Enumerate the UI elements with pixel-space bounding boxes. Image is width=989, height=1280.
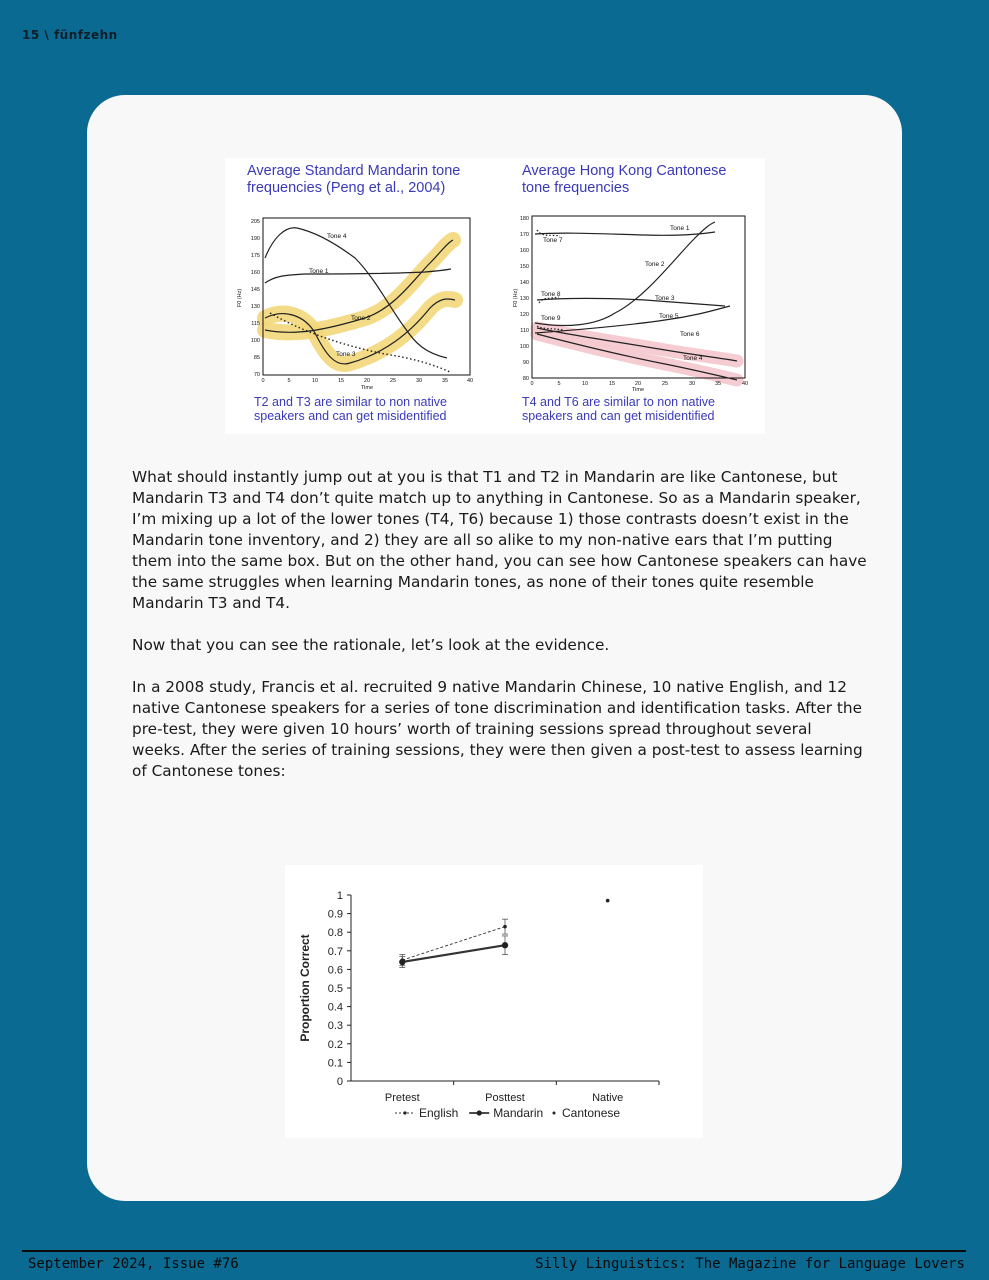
y-tick-label: 0.7 bbox=[327, 945, 343, 958]
y-tick-label: 0.6 bbox=[327, 964, 343, 977]
x-tick-label: Native bbox=[592, 1092, 624, 1104]
tick: 190 bbox=[250, 236, 260, 242]
paragraph: What should instantly jump out at you is that T1 and T2 in Mandarin are like Cantonese, but Mandarin T3 and T4 don’t quite match up to anything in Cantonese. So as a Mandarin speaker, I’m mixing up a lot of the lower tones (T4, T6) because 1) those contrasts doesn’t exist in the Mandarin tone inventory, and 2) they are all so alike to my non-native ears that I’m putting them into the same box. But on the other hand, you can see how Cantonese speakers can have the same struggles when learning Mandarin tones, as none of their tones quite resemble Mandarin T3 and T4. bbox=[132, 468, 867, 612]
tick: 80 bbox=[522, 376, 529, 382]
tick: 130 bbox=[519, 296, 529, 302]
legend-marker bbox=[477, 1110, 482, 1115]
tick: 175 bbox=[250, 253, 260, 259]
legend-label: Mandarin bbox=[493, 1106, 544, 1120]
tick: 20 bbox=[634, 381, 642, 387]
page-number: 15 \ fünfzehn bbox=[22, 28, 118, 42]
tick: 90 bbox=[522, 360, 529, 366]
footer-issue: September 2024, Issue #76 bbox=[28, 1256, 239, 1272]
y-ticks bbox=[328, 890, 351, 1088]
tick: 25 bbox=[389, 378, 397, 384]
tick: 130 bbox=[250, 304, 260, 310]
tick: 100 bbox=[250, 338, 260, 344]
y-tick-label: 0 bbox=[336, 1076, 343, 1088]
tone-label: Tone 7 bbox=[543, 237, 563, 244]
mandarin-y-label: F0 (Hz) bbox=[237, 288, 243, 308]
footer-magazine-title: Silly Linguistics: The Magazine for Language Lovers bbox=[535, 1256, 965, 1272]
data-point-english bbox=[503, 925, 507, 929]
tone-label: Tone 4 bbox=[683, 355, 703, 362]
tick: 140 bbox=[519, 280, 529, 286]
tick: 40 bbox=[741, 381, 749, 387]
tick: 10 bbox=[311, 378, 319, 384]
mandarin-figure-title: Average Standard Mandarin tone frequencies (Peng et al., 2004) bbox=[247, 163, 461, 196]
tick: 15 bbox=[608, 381, 616, 387]
mandarin-x-label: Time bbox=[360, 385, 374, 391]
tick: 180 bbox=[519, 216, 529, 222]
tick: 30 bbox=[688, 381, 696, 387]
tone-label: Tone 5 bbox=[659, 313, 679, 320]
article-card bbox=[87, 95, 902, 1201]
cantonese-tone1-line bbox=[535, 232, 715, 235]
tick: 120 bbox=[519, 312, 529, 318]
tone-label: Tone 1 bbox=[309, 268, 329, 275]
data-point-mandarin bbox=[502, 942, 508, 948]
paragraph: In a 2008 study, Francis et al. recruited 9 native Mandarin Chinese, 10 native English, and 12 native Cantonese speakers for a series of tone discrimination and identification tasks. After the pre-test, they were given 10 hours’ worth of training sessions spread throughout several weeks. After the series of training sessions, they were then given a post-test to assess learning of Cantonese tones: bbox=[132, 678, 863, 780]
x-ticks bbox=[385, 1081, 659, 1104]
tick: 150 bbox=[519, 264, 529, 270]
tick: 115 bbox=[251, 321, 260, 327]
tick: 20 bbox=[363, 378, 371, 384]
y-tick-label: 0.2 bbox=[327, 1038, 343, 1051]
tick: 70 bbox=[253, 372, 260, 378]
tick: 0 bbox=[261, 378, 265, 384]
y-tick-label: 1 bbox=[336, 890, 343, 902]
y-tick-label: 0.4 bbox=[327, 1001, 343, 1014]
series-line-mandarin bbox=[402, 945, 505, 962]
cantonese-y-label: F0 (Hz) bbox=[513, 288, 519, 308]
tick: 145 bbox=[250, 287, 260, 293]
y-tick-label: 0.5 bbox=[327, 983, 343, 995]
tick: 205 bbox=[250, 219, 260, 225]
y-axis-label: Proportion Correct bbox=[298, 934, 312, 1042]
tick: 15 bbox=[337, 378, 345, 384]
tick: 40 bbox=[466, 378, 474, 384]
tone-label: Tone 2 bbox=[351, 315, 371, 322]
tick: 170 bbox=[519, 232, 529, 238]
tone-label: Tone 2 bbox=[645, 261, 665, 268]
tick: 5 bbox=[287, 378, 291, 384]
tone-label: Tone 8 bbox=[541, 291, 561, 298]
tick: 85 bbox=[253, 355, 260, 361]
tick: 30 bbox=[415, 378, 423, 384]
data-point-mandarin bbox=[399, 959, 405, 965]
mandarin-tone-plot bbox=[237, 218, 473, 391]
legend bbox=[395, 1106, 620, 1120]
legend-label: Cantonese bbox=[562, 1106, 621, 1120]
y-tick-label: 0.1 bbox=[327, 1057, 343, 1070]
tick: 160 bbox=[519, 248, 529, 254]
tone-contour-plots bbox=[225, 158, 765, 434]
tick: 5 bbox=[557, 381, 561, 387]
tick: 160 bbox=[250, 270, 260, 276]
article-body bbox=[132, 467, 867, 803]
tick: 110 bbox=[520, 328, 529, 334]
tick: 0 bbox=[530, 381, 534, 387]
tone-label: Tone 6 bbox=[680, 331, 700, 338]
y-tick-label: 0.9 bbox=[327, 908, 343, 921]
tick: 100 bbox=[519, 344, 529, 350]
study-results-chart bbox=[285, 865, 703, 1138]
cantonese-y-ticks bbox=[520, 216, 529, 382]
mandarin-x-ticks bbox=[261, 378, 473, 384]
tone-frequency-figure bbox=[225, 158, 765, 434]
tone-label: Tone 3 bbox=[655, 295, 675, 302]
tick: 25 bbox=[661, 381, 669, 387]
series-line-english bbox=[402, 927, 505, 960]
tick: 10 bbox=[581, 381, 589, 387]
cantonese-x-label: Time bbox=[631, 387, 645, 393]
tick: 35 bbox=[441, 378, 449, 384]
y-tick-label: 0.3 bbox=[327, 1020, 343, 1033]
legend-label: English bbox=[419, 1106, 459, 1120]
tone-label: Tone 9 bbox=[541, 315, 561, 322]
cantonese-tone-plot bbox=[513, 216, 748, 393]
tone-label: Tone 4 bbox=[327, 233, 347, 240]
paragraph: Now that you can see the rationale, let’s look at the evidence. bbox=[132, 636, 610, 654]
data-point-cantonese bbox=[606, 899, 610, 903]
tone-label: Tone 1 bbox=[670, 225, 690, 232]
x-tick-label: Posttest bbox=[485, 1092, 525, 1104]
study-chart-svg bbox=[285, 865, 703, 1138]
mandarin-y-ticks bbox=[251, 219, 260, 378]
tick: 35 bbox=[714, 381, 722, 387]
legend-marker bbox=[553, 1112, 556, 1115]
y-tick-label: 0.8 bbox=[327, 927, 343, 940]
tone-label: Tone 3 bbox=[336, 351, 356, 358]
cantonese-figure-note: T4 and T6 are similar to non native speakers and can get misidentified bbox=[522, 395, 715, 423]
x-tick-label: Pretest bbox=[384, 1092, 420, 1104]
mandarin-figure-note: T2 and T3 are similar to non native speakers and can get misidentified bbox=[254, 395, 447, 423]
legend-marker bbox=[403, 1111, 406, 1114]
footer-rule bbox=[22, 1250, 966, 1252]
cantonese-figure-title: Average Hong Kong Cantonese tone frequencies bbox=[522, 163, 727, 196]
series-layer bbox=[399, 899, 609, 968]
